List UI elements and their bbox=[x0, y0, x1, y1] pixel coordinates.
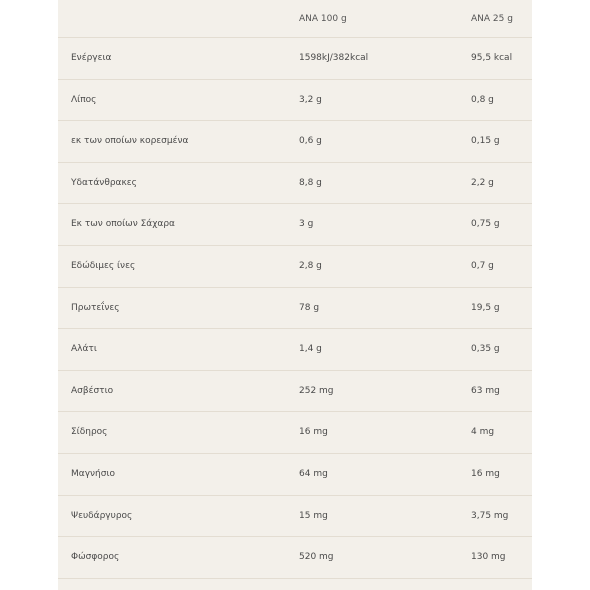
value-per-100g: 1598kJ/382kcal bbox=[299, 53, 369, 63]
value-per-100g: 3,2 g bbox=[299, 94, 322, 105]
value-per-25g: 0,7 g bbox=[471, 261, 494, 271]
table-row bbox=[58, 371, 532, 413]
table-row bbox=[58, 204, 532, 246]
value-per-100g: 0,6 g bbox=[299, 136, 322, 147]
value-per-25g: 19,5 g bbox=[471, 302, 500, 313]
value-per-100g: 2,8 g bbox=[299, 261, 322, 271]
nutrition-table bbox=[58, 0, 532, 590]
table-row bbox=[58, 412, 532, 454]
nutrient-name: Φώσφορος bbox=[71, 552, 120, 563]
nutrient-name: Εκ των οποίων Σάχαρα bbox=[71, 219, 175, 230]
table-row bbox=[58, 288, 532, 330]
header-per-25g: ΑΝΑ 25 g bbox=[471, 14, 513, 24]
nutrient-name: Εδώδιμες ίνες bbox=[71, 261, 136, 271]
table-header-row bbox=[58, 0, 532, 38]
nutrient-name: Ασβέστιο bbox=[71, 385, 114, 396]
nutrient-name: Αλάτι bbox=[71, 344, 97, 355]
value-per-100g: 64 mg bbox=[299, 469, 328, 479]
nutrient-name: Σίδηρος bbox=[71, 427, 108, 438]
value-per-100g: 1,4 g bbox=[299, 344, 322, 355]
table-row bbox=[58, 329, 532, 371]
value-per-25g: 63 mg bbox=[471, 385, 500, 396]
header-per-100g: ΑΝΑ 100 g bbox=[299, 14, 347, 24]
table-row bbox=[58, 246, 532, 288]
nutrient-name: Πρωτεΐνες bbox=[71, 302, 120, 313]
value-per-25g: 16 mg bbox=[471, 469, 500, 479]
value-per-25g: 0,75 g bbox=[471, 219, 500, 230]
nutrient-name: Λίπος bbox=[71, 94, 97, 105]
value-per-100g: 252 mg bbox=[299, 385, 334, 396]
nutrient-name: εκ των οποίων κορεσμένα bbox=[71, 136, 189, 147]
nutrient-name: Ενέργεια bbox=[71, 53, 112, 63]
value-per-100g: 15 mg bbox=[299, 510, 328, 521]
value-per-100g: 8,8 g bbox=[299, 177, 322, 188]
table-row bbox=[58, 163, 532, 205]
table-row bbox=[58, 496, 532, 538]
value-per-25g: 95,5 kcal bbox=[471, 53, 513, 63]
table-row bbox=[58, 38, 532, 80]
value-per-25g: 0,15 g bbox=[471, 136, 500, 147]
nutrient-name: Υδατάνθρακες bbox=[71, 177, 137, 188]
table-row bbox=[58, 80, 532, 122]
nutrient-name: Ψευδάργυρος bbox=[71, 510, 133, 521]
value-per-25g: 130 mg bbox=[471, 552, 506, 563]
value-per-25g: 4 mg bbox=[471, 427, 495, 438]
table-row bbox=[58, 121, 532, 163]
value-per-100g: 3 g bbox=[299, 219, 314, 230]
value-per-25g: 0,35 g bbox=[471, 344, 500, 355]
value-per-100g: 78 g bbox=[299, 302, 320, 313]
value-per-100g: 16 mg bbox=[299, 427, 328, 438]
table-row bbox=[58, 454, 532, 496]
table-row bbox=[58, 537, 532, 579]
value-per-25g: 3,75 mg bbox=[471, 510, 509, 521]
nutrient-name: Μαγνήσιο bbox=[71, 469, 116, 479]
value-per-25g: 0,8 g bbox=[471, 94, 494, 105]
value-per-100g: 520 mg bbox=[299, 552, 334, 563]
value-per-25g: 2,2 g bbox=[471, 177, 494, 188]
